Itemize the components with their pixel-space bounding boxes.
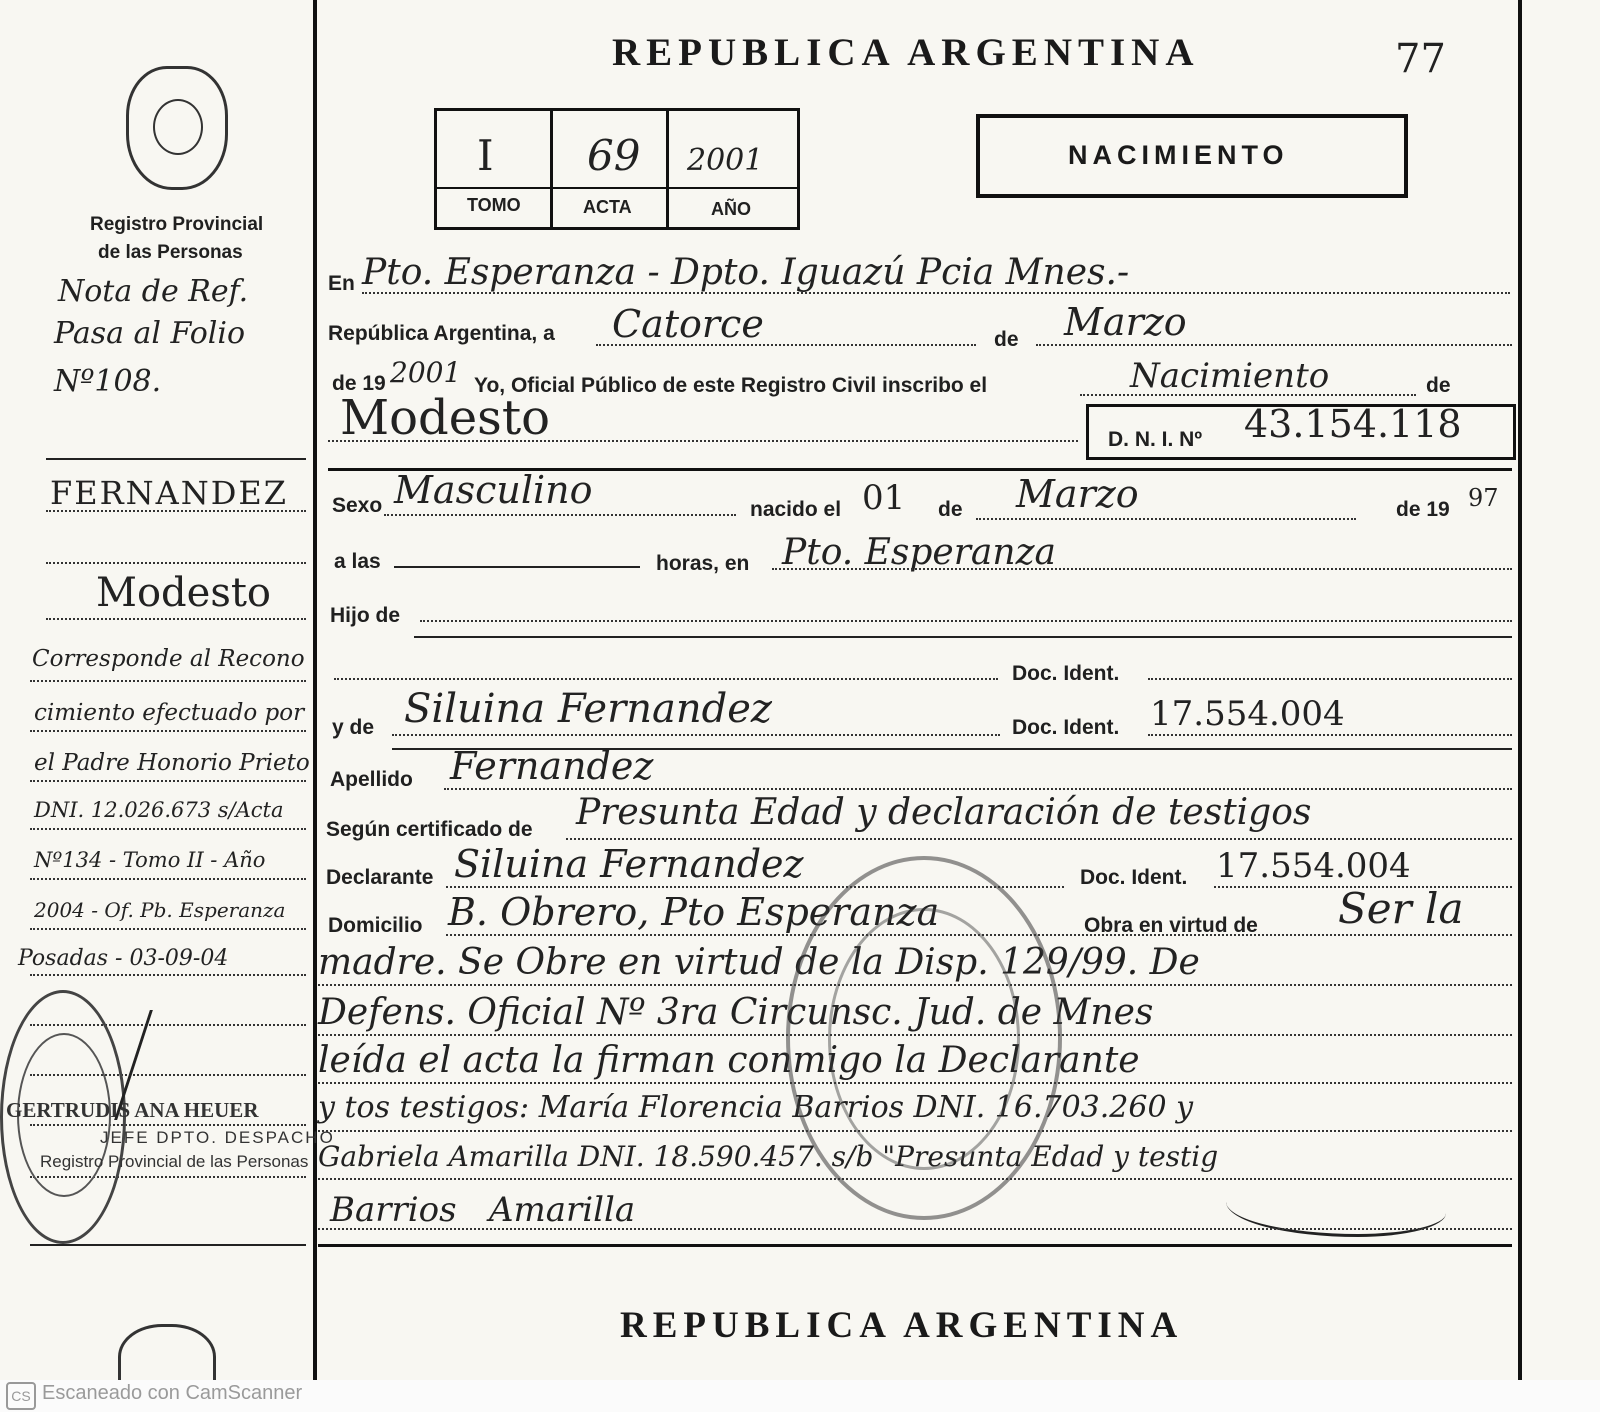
anio-label: AÑO — [711, 199, 751, 219]
office-name-line1: Registro Provincial — [90, 214, 264, 235]
margin-annotation-1: Corresponde al Recono — [32, 646, 305, 672]
tomo-value: I — [477, 131, 494, 180]
label-sexo: Sexo — [332, 494, 383, 517]
label-horas: horas, en — [656, 552, 750, 575]
label-doc-ident-3: Doc. Ident. — [1080, 866, 1188, 889]
page-number: 77 — [1395, 36, 1446, 82]
office-name-line2: de las Personas — [98, 242, 243, 263]
body-line-3: leída el acta la firman conmigo la Declarante — [318, 1040, 1140, 1081]
value-lugar: Pto. Esperanza - Dpto. Iguazú Pcia Mnes.- — [362, 252, 1130, 293]
value-doc-madre: 17.554.004 — [1150, 694, 1345, 734]
value-anio: 2001 — [390, 356, 462, 389]
label-doc-ident-1: Doc. Ident. — [1012, 662, 1120, 685]
label-de-19: de 19 — [1396, 498, 1450, 521]
margin-given-name: Modesto — [96, 570, 271, 616]
margin-annotation-5: Nº134 - Tomo II - Año — [34, 848, 266, 872]
label-a-las: a las — [334, 550, 381, 573]
label-apellido: Apellido — [330, 768, 413, 791]
value-certificado: Presunta Edad y declaración de testigos — [576, 792, 1312, 833]
value-doc-declarante: 17.554.004 — [1216, 846, 1411, 886]
margin-surname: FERNANDEZ — [50, 474, 289, 512]
value-dia: Catorce — [612, 302, 764, 346]
label-de-acto: de — [1426, 374, 1451, 397]
value-mes-nac: Marzo — [1016, 472, 1139, 516]
value-nombre: Modesto — [340, 390, 550, 446]
margin-annotation-7: Posadas - 03-09-04 — [18, 946, 229, 971]
label-obra: Obra en virtud de — [1084, 914, 1258, 937]
value-acto: Nacimiento — [1130, 356, 1330, 396]
margin-blank-line — [46, 562, 306, 564]
tomo-label: TOMO — [467, 195, 521, 215]
label-de-mes: de — [994, 328, 1019, 351]
margin-annotation-4: DNI. 12.026.673 s/Acta — [34, 798, 284, 822]
label-de-year: de 19 — [332, 372, 386, 395]
label-de-mes-nac: de — [938, 498, 963, 521]
margin-note-line1: Nota de Ref. — [58, 274, 249, 309]
camscanner-logo-icon: CS — [6, 1382, 36, 1410]
value-sexo: Masculino — [394, 468, 593, 512]
anio-value: 2001 — [687, 143, 764, 178]
registry-round-stamp — [786, 856, 1062, 1220]
camscanner-watermark: Escaneado con CamScanner — [42, 1382, 303, 1404]
body-line-1: madre. Se Obre en virtud de la Disp. 129/99. De — [318, 942, 1200, 983]
margin-note-line3: Nº108. — [54, 364, 162, 399]
label-en: En — [328, 272, 355, 295]
acta-label: ACTA — [583, 197, 632, 217]
footer-title: REPUBLICA ARGENTINA — [620, 1305, 1184, 1346]
value-apellido: Fernandez — [450, 744, 654, 788]
body-line-4: y tos testigos: María Florencia Barrios DNI. 16.703.260 y — [318, 1090, 1194, 1125]
label-declarante: Declarante — [326, 866, 434, 889]
stamp-role: JEFE DPTO. DESPACHO — [100, 1128, 335, 1147]
acta-value: 69 — [587, 131, 641, 180]
value-madre: Siluina Fernandez — [404, 686, 772, 732]
value-lugar-nac: Pto. Esperanza — [782, 532, 1057, 573]
label-yo: Yo, Oficial Público de este Registro Civil inscribo el — [474, 374, 988, 397]
margin-note-line2: Pasa al Folio — [54, 316, 246, 351]
stamp-office: Registro Provincial de las Personas — [40, 1152, 309, 1171]
record-type-box — [976, 114, 1408, 198]
label-dni: D. N. I. Nº — [1108, 428, 1203, 451]
margin-surname-line — [46, 510, 306, 512]
margin-annotation-3: el Padre Honorio Prieto — [34, 750, 310, 776]
body-line-5: Gabriela Amarilla DNI. 18.590.457. s/b "Presunta Edad y testig — [318, 1140, 1219, 1173]
record-number-box — [434, 108, 800, 230]
value-dni: 43.154.118 — [1244, 402, 1462, 446]
margin-divider — [313, 0, 317, 1380]
value-declarante: Siluina Fernandez — [454, 842, 804, 886]
value-mes: Marzo — [1064, 300, 1187, 344]
label-y-de: y de — [332, 716, 375, 739]
value-dia-nac: 01 — [862, 478, 906, 518]
value-anio-nac: 97 — [1468, 484, 1499, 512]
value-domicilio: B. Obrero, Pto Esperanza — [448, 890, 940, 934]
label-doc-ident-2: Doc. Ident. — [1012, 716, 1120, 739]
witness-signatures: Barrios Amarilla — [330, 1190, 636, 1230]
right-border — [1518, 0, 1522, 1380]
label-republica: República Argentina, a — [328, 322, 555, 345]
province-seal-icon — [126, 66, 228, 190]
stamp-name: GERTRUDIS ANA HEUER — [6, 1098, 259, 1122]
page-title: REPUBLICA ARGENTINA — [612, 31, 1200, 74]
label-hijo: Hijo de — [330, 604, 401, 627]
value-obra: Ser la — [1338, 884, 1464, 933]
record-type: NACIMIENTO — [1068, 140, 1289, 170]
body-line-2: Defens. Oficial Nº 3ra Circunsc. Jud. de Mnes — [318, 992, 1154, 1033]
label-domicilio: Domicilio — [328, 914, 423, 937]
margin-rule — [46, 458, 306, 460]
margin-name-line — [46, 618, 306, 620]
label-nacido: nacido el — [750, 498, 842, 521]
label-segun: Según certificado de — [326, 818, 533, 841]
margin-annotation-2: cimiento efectuado por — [34, 700, 305, 726]
margin-annotation-6: 2004 - Of. Pb. Esperanza — [34, 898, 286, 922]
